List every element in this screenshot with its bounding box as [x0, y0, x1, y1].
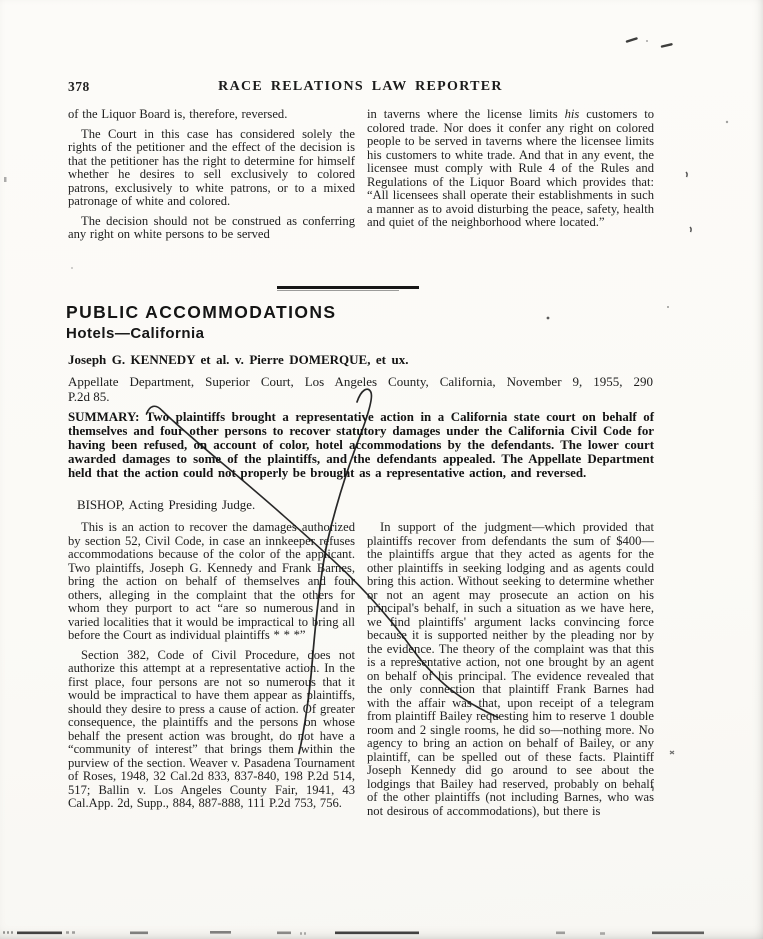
running-head — [68, 79, 653, 97]
ink-dash — [662, 44, 672, 46]
continued-left-column — [68, 108, 355, 242]
italic-word: his — [564, 107, 580, 121]
paragraph: In support of the judgment—which provided that plaintiffs recover from defendants the sum of $400—the plaintiffs argue that they acted as agents for the other plaintiffs in seeking lodging and as agents could bring this action. Without seeking to determine whether or not an agent may prosecute an action on his principal's behalf, in such a situation as we have here, we find plaintiffs' argument lacks convincing force because it is supported neither by the pleading nor by the evidence. The theory of the complaint was that this is a representative action, not one brought by an agent on behalf of his principal. The evidence revealed that the only connection that plaintiff Frank Barnes had with the affair was that, upon receipt of a telegram from plaintiff Bailey requesting him to reserve 1 double room and 2 single rooms, he did so—nothing more. No agency to bring an action on behalf of Bailey, or any plaintiff, can be spelled out of these facts. Plaintiff Joseph Kennedy did go around to see about the lodgings that Bailey had reserved, probably on behalf of the other plaintiffs (not including Barnes, who was not desirous of accommodations), but there is — [367, 520, 654, 818]
case-summary: SUMMARY: Two plaintiffs brought a representative action in a California state court on behalf of themselves and four other persons to recover statutory damages under the California Civil Code for having been refused, on account of color, hotel accommodations by the defendants. The lower court awarded damages to some of the plaintiffs, and the defendants appealed. The Appellate Department held that the action could not properly be brought as a representative action, and reversed. — [68, 410, 654, 481]
paragraph: of the Liquor Board is, therefore, reversed. — [68, 107, 288, 121]
page-number: 378 — [68, 79, 90, 94]
paragraph — [367, 108, 654, 230]
opinion-right-column — [367, 521, 654, 818]
topic-heading: PUBLIC ACCOMMODATIONS — [66, 302, 337, 322]
divider-light-line — [277, 290, 399, 291]
ink-speck — [670, 751, 674, 754]
continued-right-column — [367, 108, 654, 242]
bottom-scan-line — [3, 932, 704, 933]
judge-line: BISHOP, Acting Presiding Judge. — [77, 498, 256, 512]
citation-line-1: Appellate Department, Superior Court, Los Angeles County, California, November 9, 1955, 290 — [68, 374, 653, 389]
ink-dash — [627, 39, 637, 42]
paragraph: This is an action to recover the damages authorized by section 52, Civil Code, in case an innkeeper refuses accommodations because of the color of the applicant. Two plaintiffs, Joseph G. Kennedy and Frank Barnes, bring the action on behalf of themselves and four others, alleging in the complaint that the others for whom they purport to act “are so numerous and in varied localities that it would be impractical to bring all before the Court as individual plaintiffs * * *” — [68, 520, 355, 642]
opinion-columns — [68, 521, 654, 818]
subtopic-heading: Hotels—California — [66, 325, 205, 342]
ink-speck — [646, 40, 648, 42]
ink-speck — [667, 306, 669, 308]
opinion-left-column — [68, 521, 355, 818]
text-run: customers to colored trade. Nor does it confer any right on colored people to be served in taverns where the licensee limits his customers to white trade. And that in any event, the licensee must comply with Rule 4 of the Rules and Regulations of the Liquor Board which provides that: “All licensees shall operate their establishments in such a manner as to avoid disturbing the peace, safety, health and quiet of the neighborhood where located.” — [367, 107, 655, 229]
text-run: in taverns where the license limits — [367, 107, 565, 121]
ink-speck — [4, 177, 7, 182]
ink-speck — [547, 317, 550, 320]
section-divider-rule — [277, 286, 419, 292]
citation-line-2: P.2d 85. — [68, 388, 110, 404]
paragraph: Section 382, Code of Civil Procedure, does not authorize this attempt at a representative action. In the first place, four persons are not so numerous that it would be impractical to have them appear as plaintiffs, should they desire to press a cause of action. Of greater consequence, the plaintiffs and the persons on whose behalf the present action was brought, do not have a “community of interest” that brings them within the purview of the section. Weaver v. Pasadena Tournament of Roses, 1948, 32 Cal.2d 833, 837-840, 198 P.2d 514, 517; Ballin v. Los Angeles County Fair, 1941, 43 Cal.App. 2d, Supp., 884, 887-888, 111 P.2d 753, 756. — [68, 647, 355, 810]
case-title: Joseph G. KENNEDY et al. v. Pierre DOMERQUE, et ux. — [68, 352, 409, 367]
paragraph: The Court in this case has considered solely the rights of the petitioner and the effect of the decision is that the petitioner has the right to determine for himself whether he desires to sell exclusively to colored patrons, exclusively to white patrons, or to a mixed patronage of white and colored. — [68, 126, 355, 208]
continued-opinion-columns — [68, 108, 654, 242]
page-title: RACE RELATIONS LAW REPORTER — [218, 79, 503, 94]
ink-speck — [726, 121, 728, 123]
case-citation — [68, 375, 653, 404]
divider-heavy-line — [277, 286, 419, 289]
ink-speck — [71, 267, 73, 269]
paragraph: The decision should not be construed as conferring any right on white persons to be served — [68, 213, 355, 241]
ink-speck — [690, 227, 691, 232]
ink-speck — [686, 172, 687, 177]
